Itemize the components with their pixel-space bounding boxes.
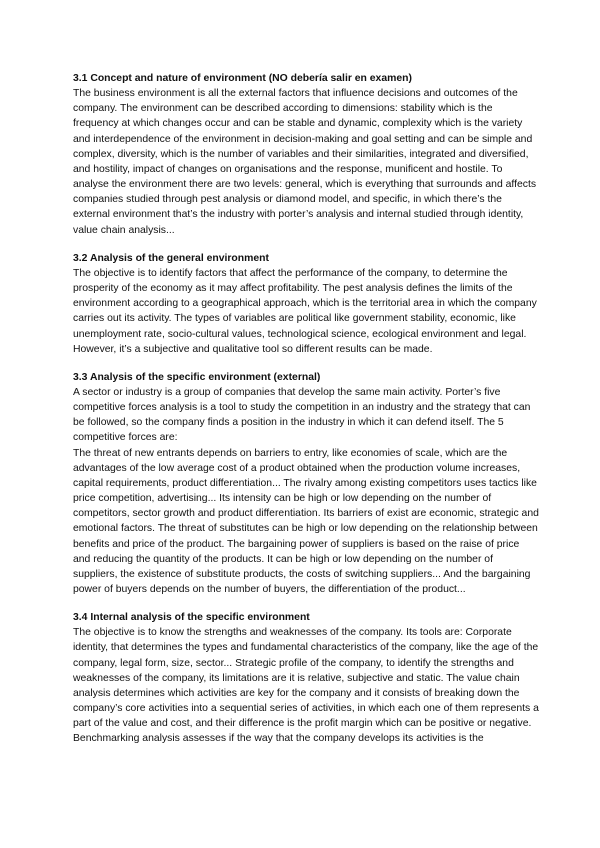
section-paragraph: The objective is to know the strengths and weaknesses of the company. Its tools are: Corporate identity, that determines the types and fundamental characteristics of the company, like the age of the company, legal form, size, sector... Strategic profile of the company, to identify the strengths and weaknesses of the company, its limitations are it is relative, subjective and static. The value chain analysis determines which activities are key for the company and it consists of breaking down the company’s core activities into a sequential series of activities, in which each one of them represents a part of the value and cost, and their difference is the profit margin which can be positive or negative. Benchmarking analysis assesses if the way that the company develops its activities is the [73,627,539,745]
section-heading: 3.2 Analysis of the general environment [73,252,269,264]
section-3-3 [73,370,539,597]
section-heading: 3.4 Internal analysis of the specific environment [73,612,310,624]
section-paragraph: The threat of new entrants depends on barriers to entry, like economies of scale, which are the advantages of the low average cost of a product obtained when the production volume increases, capital requirements, product differentiation... The rivalry among existing competitors uses tactics like price competition, advertising... Its intensity can be high or low depending on the number of competitors, sector growth and product differentiation. Its barriers of exist are economic, strategic and emotional factors. The threat of substitutes can be high or low depending on the relationship between benefits and price of the product. The bargaining power of suppliers is based on the raise of price and reducing the quantity of the products. It can be high or low depending on the number of suppliers, the existence of substitute products, the costs of switching suppliers... And the bargaining power of buyers depends on the number of buyers, the differentiation of the product... [73,447,539,595]
section-heading: 3.3 Analysis of the specific environment (external) [73,371,321,383]
section-3-2 [73,251,539,357]
section-3-1 [73,71,539,238]
section-paragraph: A sector or industry is a group of companies that develop the same main activity. Porter’s five competitive forces analysis is a tool to study the competition in an industry and the strategy that can be followed, so the company finds a position in the industry in which it can defend itself. The 5 competitive forces are: [73,386,531,444]
section-paragraph: The objective is to identify factors that affect the performance of the company, to determine the prosperity of the economy as it may affect profitability. The pest analysis defines the limits of the environment according to a geographical approach, which is the territorial area in which the company carries out its activity. The types of variables are political like government stability, economic, like unemployment rate, socio-cultural values, technological science, ecological environment and legal. However, it’s a subjective and qualitative tool so different results can be made. [73,267,537,355]
document-page [73,71,539,760]
section-3-4 [73,610,539,746]
section-paragraph: The business environment is all the external factors that influence decisions and outcomes of the company. The environment can be described according to dimensions: stability which is the frequency at which changes occur and can be stable and dynamic, complexity which is the variety and interdependence of the environment in decision-making and goal setting and can be simple and complex, diversity, which is the number of variables and their similarities, integrated and diversified, and hostility, impact of changes on organisations and the response, munificent and hostile. To analyse the environment there are two levels: general, which is everything that surrounds and affects companies studied through pest analysis or diamond model, and specific, in which there’s the external environment that’s the industry with porter’s analysis and internal studied through identity, value chain analysis... [73,88,537,236]
section-heading: 3.1 Concept and nature of environment (NO debería salir en examen) [73,73,412,84]
